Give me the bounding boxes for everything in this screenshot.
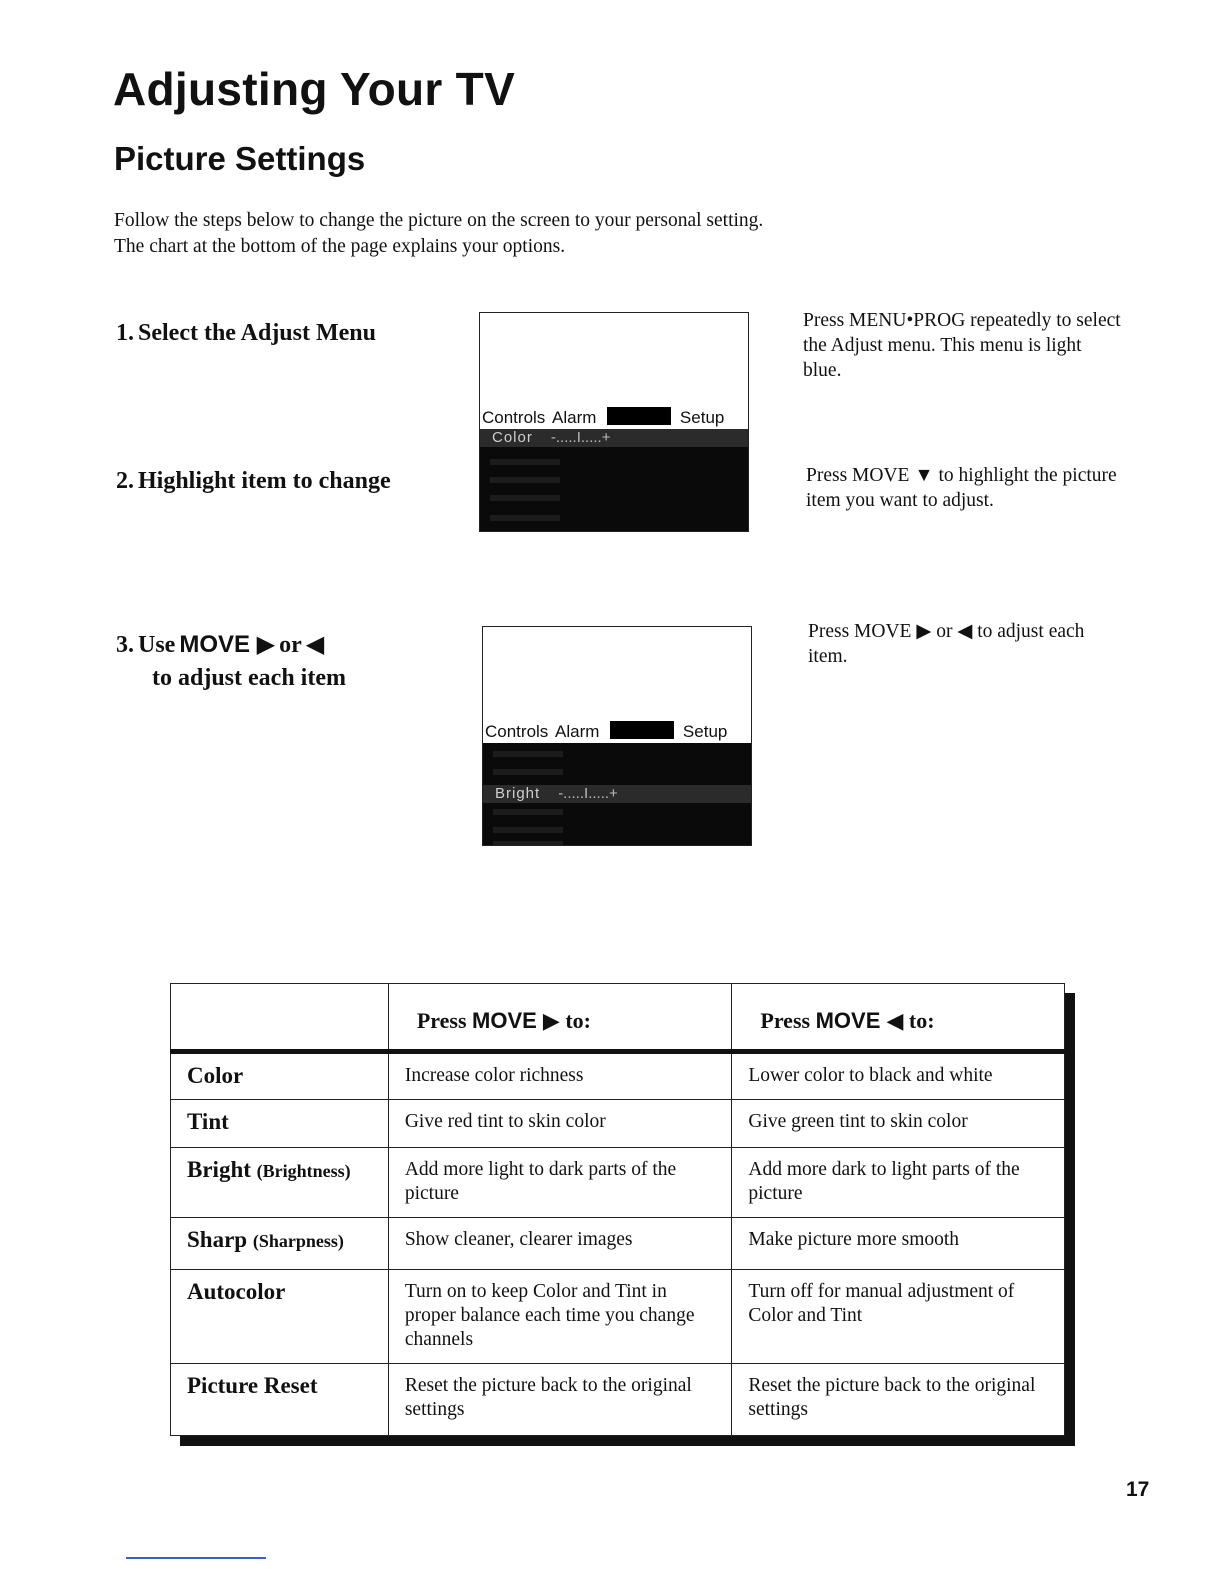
menu-tab-adjust-selected xyxy=(607,407,671,425)
row-name xyxy=(171,1218,389,1270)
step-3-heading xyxy=(116,630,446,693)
step-title-prefix: Use xyxy=(138,632,176,658)
menu-body xyxy=(480,429,748,532)
table-row xyxy=(171,1148,1065,1218)
row-move-right-effect: Increase color richness xyxy=(388,1052,732,1100)
step-title-suffix: to adjust each item xyxy=(152,665,346,691)
tv-menu-screen-1 xyxy=(479,312,749,532)
header-to: to: xyxy=(908,1008,935,1033)
menu-body xyxy=(483,743,751,846)
step-title-key: MOVE ▶ xyxy=(179,631,276,658)
header-press: Press xyxy=(760,1008,811,1033)
table-row xyxy=(171,1052,1065,1100)
menu-bar xyxy=(480,407,748,429)
menu-row-dim xyxy=(493,769,563,775)
menu-row-dim xyxy=(490,459,560,465)
header-move-left-key: MOVE ◀ xyxy=(815,1008,904,1033)
menu-row-dim xyxy=(493,809,563,815)
row-name-text: Autocolor xyxy=(187,1279,286,1304)
menu-tab-setup: Setup xyxy=(682,722,728,741)
menu-tab-controls: Controls xyxy=(485,722,549,741)
table-header-move-left xyxy=(732,984,1065,1052)
menu-row-dim xyxy=(490,515,560,521)
step-1-heading xyxy=(116,318,376,351)
row-move-right-effect: Add more light to dark parts of the picture xyxy=(388,1148,732,1218)
row-qualifier: (Sharpness) xyxy=(252,1231,344,1251)
row-name xyxy=(171,1148,389,1218)
options-table xyxy=(170,983,1065,1436)
header-press: Press xyxy=(416,1008,467,1033)
menu-row-dim xyxy=(493,751,563,757)
intro-paragraph: Follow the steps below to change the picture on the screen to your personal setting. The chart at the bottom of the page explains your options. xyxy=(114,210,764,257)
step-title: Highlight item to change xyxy=(138,468,391,494)
row-name xyxy=(171,1100,389,1148)
menu-item-label: Bright xyxy=(495,785,541,802)
row-move-right-effect: Reset the picture back to the original settings xyxy=(388,1364,732,1436)
menu-tab-alarm: Alarm xyxy=(555,722,600,741)
row-name xyxy=(171,1052,389,1100)
menu-row-dim xyxy=(493,827,563,833)
row-name-text: Bright xyxy=(187,1157,251,1182)
menu-bar xyxy=(483,721,751,743)
table-row xyxy=(171,1100,1065,1148)
row-move-left-effect: Make picture more smooth xyxy=(732,1218,1065,1270)
section-title: Picture Settings xyxy=(114,140,366,177)
step-3-description: Press MOVE ▶ or ◀ to adjust each item. xyxy=(808,621,1085,667)
gauge: -.....I.....+ xyxy=(558,785,618,802)
row-name xyxy=(171,1364,389,1436)
row-name-text: Sharp xyxy=(187,1227,248,1252)
step-number: 1. xyxy=(116,320,134,346)
menu-row-highlighted xyxy=(492,429,610,446)
row-move-right-effect: Give red tint to skin color xyxy=(388,1100,732,1148)
table-row xyxy=(171,1270,1065,1364)
menu-row-dim xyxy=(490,495,560,501)
table-header-row xyxy=(171,984,1065,1052)
menu-tab-setup: Setup xyxy=(679,408,725,427)
step-number: 2. xyxy=(116,468,134,494)
row-move-right-effect: Show cleaner, clearer images xyxy=(388,1218,732,1270)
menu-row-dim xyxy=(493,841,563,846)
menu-row-dim xyxy=(490,477,560,483)
menu-tab-adjust-selected xyxy=(610,721,674,739)
row-move-left-effect: Lower color to black and white xyxy=(732,1052,1065,1100)
table-row xyxy=(171,1364,1065,1436)
step-1-description: Press MENU•PROG repeatedly to select the Adjust menu. This menu is light blue. xyxy=(803,310,1121,381)
row-move-left-effect: Give green tint to skin color xyxy=(732,1100,1065,1148)
tv-menu-screen-2 xyxy=(482,626,752,846)
row-move-left-effect: Add more dark to light parts of the picture xyxy=(732,1148,1065,1218)
page-title: Adjusting Your TV xyxy=(113,63,516,115)
table-header-empty xyxy=(171,984,389,1052)
step-number: 3. xyxy=(116,632,134,658)
step-title-key-2: ◀ xyxy=(305,631,325,658)
step-title: Select the Adjust Menu xyxy=(138,320,376,346)
gauge: -.....I.....+ xyxy=(550,429,611,446)
table-header-move-right xyxy=(388,984,732,1052)
row-qualifier: (Brightness) xyxy=(256,1161,351,1181)
row-name xyxy=(171,1270,389,1364)
row-name-text: Tint xyxy=(187,1109,229,1134)
row-move-left-effect: Reset the picture back to the original settings xyxy=(732,1364,1065,1436)
row-name-text: Picture Reset xyxy=(187,1373,318,1398)
header-move-right-key: MOVE ▶ xyxy=(472,1008,560,1033)
bottom-rule xyxy=(126,1557,266,1559)
step-2-description: Press MOVE ▼ to highlight the picture item you want to adjust. xyxy=(806,465,1117,511)
table-row xyxy=(171,1218,1065,1270)
step-2-heading xyxy=(116,466,391,499)
row-move-left-effect: Turn off for manual adjustment of Color and Tint xyxy=(732,1270,1065,1364)
menu-tab-controls: Controls xyxy=(482,408,546,427)
row-move-right-effect: Turn on to keep Color and Tint in proper balance each time you change channels xyxy=(388,1270,732,1364)
menu-row-highlighted xyxy=(495,785,618,802)
page-number: 17 xyxy=(1126,1478,1150,1501)
step-title-or: or xyxy=(279,632,302,658)
menu-tab-alarm: Alarm xyxy=(552,408,597,427)
row-name-text: Color xyxy=(187,1063,244,1088)
header-to: to: xyxy=(565,1008,592,1033)
menu-item-label: Color xyxy=(492,429,533,446)
